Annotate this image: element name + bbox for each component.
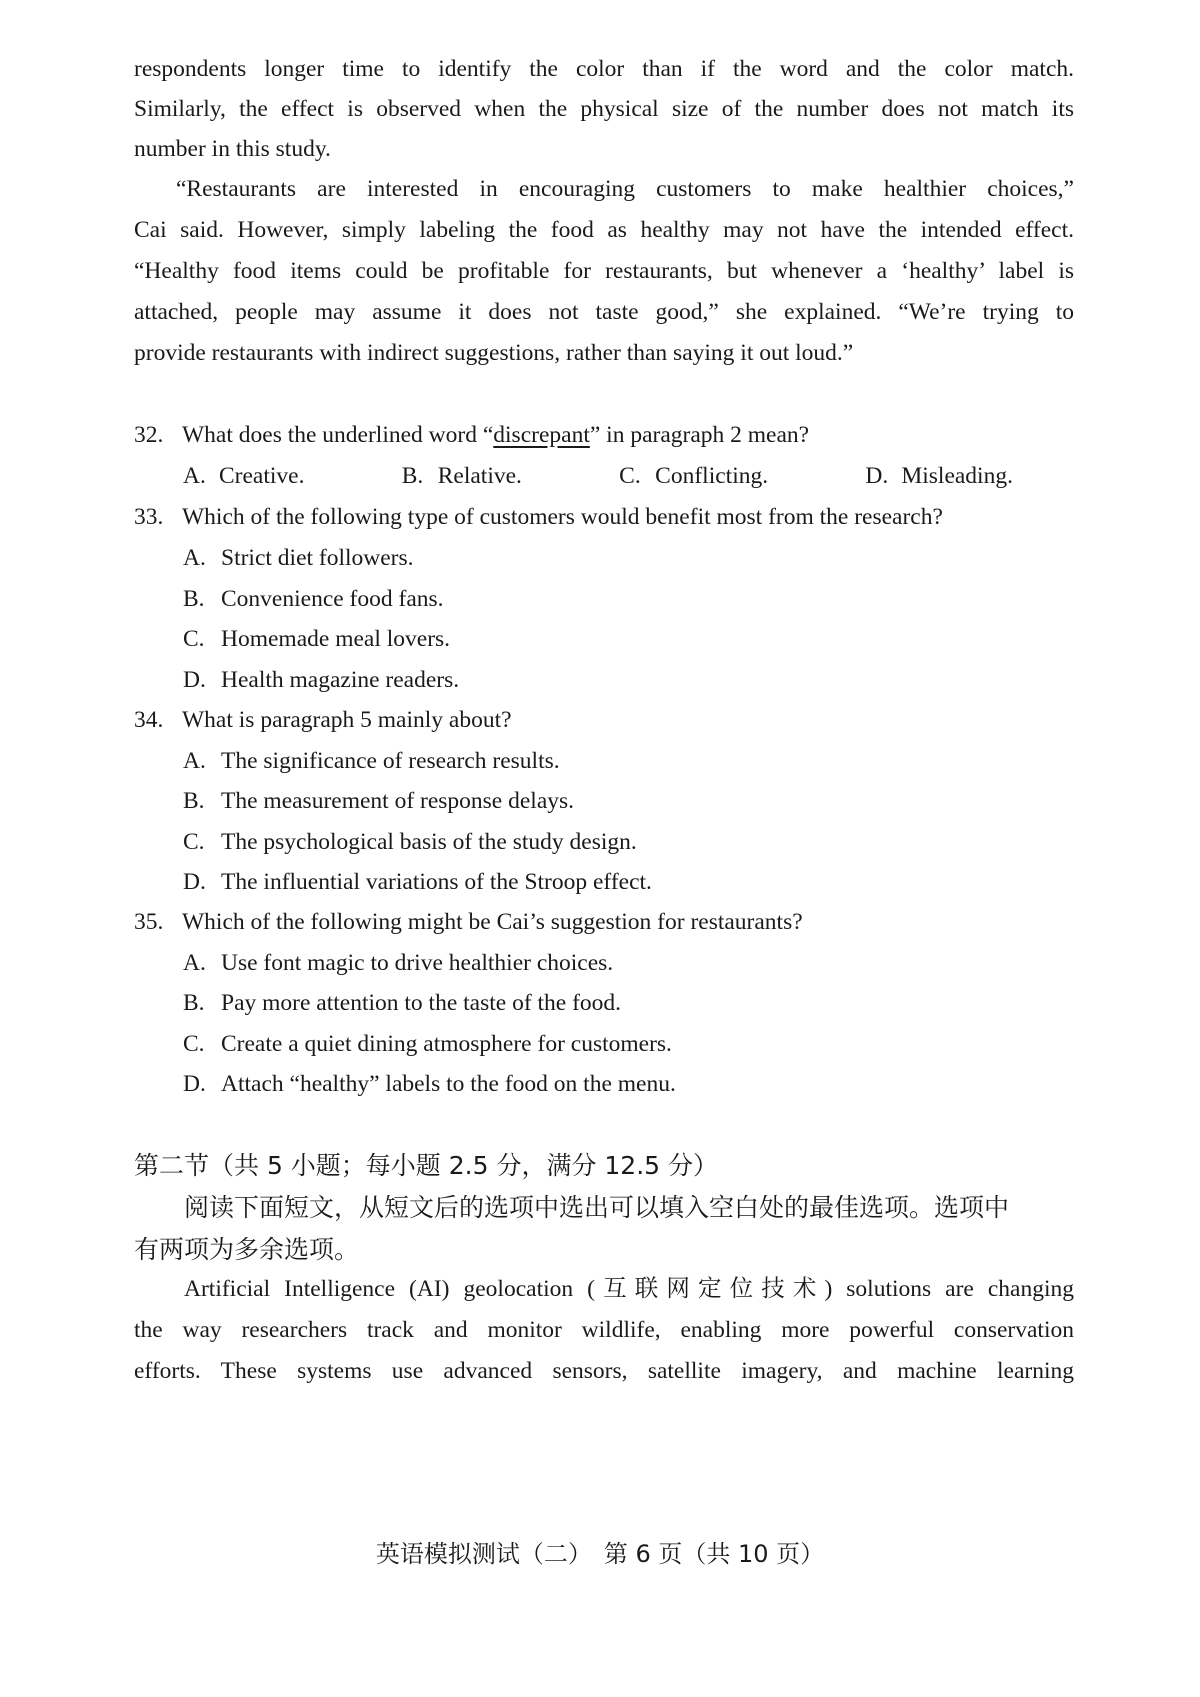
passage-line: “Healthy food items could be profitable for restaurants, but whenever a ‘healthy’ label is <box>134 258 1074 284</box>
passage-line: Similarly, the effect is observed when the physical size of the number does not match its <box>134 96 1074 122</box>
passage-line: Cai said. However, simply labeling the food as healthy may not have the intended effect. <box>134 217 1074 243</box>
question-number: 34. <box>134 707 164 733</box>
question-32-options <box>183 461 1013 491</box>
passage-line: “Restaurants are interested in encouraging customers to make healthier choices,” <box>176 176 1074 202</box>
option-a: A. Strict diet followers. <box>183 545 414 571</box>
option-d: D. The influential variations of the Stroop effect. <box>183 869 652 895</box>
question-32 <box>134 420 809 450</box>
option-b: B. The measurement of response delays. <box>183 788 575 814</box>
option-d: D. Health magazine readers. <box>183 667 460 693</box>
question-stem: Which of the following might be Cai’s suggestion for restaurants? <box>182 909 803 935</box>
passage-line: efforts. These systems use advanced sensors, satellite imagery, and machine learning <box>134 1358 1074 1384</box>
section-heading: 第二节（共 5 小题；每小题 2.5 分，满分 12.5 分） <box>134 1151 719 1180</box>
passage-line: attached, people may assume it does not taste good,” she explained. “We’re trying to <box>134 299 1074 325</box>
question-33 <box>134 502 943 532</box>
option-c: C. Create a quiet dining atmosphere for customers. <box>183 1031 672 1057</box>
option-c: C. The psychological basis of the study design. <box>183 829 637 855</box>
option-c: C. Homemade meal lovers. <box>183 626 451 652</box>
passage-line: the way researchers track and monitor wildlife, enabling more powerful conservation <box>134 1317 1074 1343</box>
question-number: 32. <box>134 422 164 448</box>
question-stem: What is paragraph 5 mainly about? <box>182 707 512 733</box>
passage-line: Artificial Intelligence (AI) geolocation (互联网定位技术) solutions are changing <box>184 1276 1074 1302</box>
option-b: B. Pay more attention to the taste of the food. <box>183 990 622 1016</box>
option-a: A. Creative. <box>183 463 305 489</box>
option-c: C. Conflicting. <box>619 463 769 489</box>
question-stem-end: ” in paragraph 2 mean? <box>589 422 810 448</box>
section-instruction: 有两项为多余选项。 <box>134 1235 360 1264</box>
question-34 <box>134 705 512 735</box>
question-stem: Which of the following type of customers would benefit most from the research? <box>182 504 943 530</box>
option-d: D. Attach “healthy” labels to the food on the menu. <box>183 1071 676 1097</box>
question-stem-start: What does the underlined word “ <box>182 422 494 448</box>
page-footer: 英语模拟测试（二） 第 6 页（共 10 页） <box>375 1540 825 1568</box>
option-a: A. The significance of research results. <box>183 748 560 774</box>
option-d: D. Misleading. <box>865 463 1013 489</box>
passage-line: respondents longer time to identify the color than if the word and the color match. <box>134 56 1074 82</box>
question-35 <box>134 907 803 937</box>
option-b: B. Relative. <box>401 463 522 489</box>
option-b: B. Convenience food fans. <box>183 586 444 612</box>
question-number: 33. <box>134 504 164 530</box>
passage-line: provide restaurants with indirect suggestions, rather than saying it out loud.” <box>134 340 854 366</box>
option-a: A. Use font magic to drive healthier choices. <box>183 950 614 976</box>
question-number: 35. <box>134 909 164 935</box>
passage-line: number in this study. <box>134 136 331 162</box>
underlined-word: discrepant <box>493 422 590 448</box>
section-instruction: 阅读下面短文，从短文后的选项中选出可以填入空白处的最佳选项。选项中 <box>184 1193 1010 1222</box>
